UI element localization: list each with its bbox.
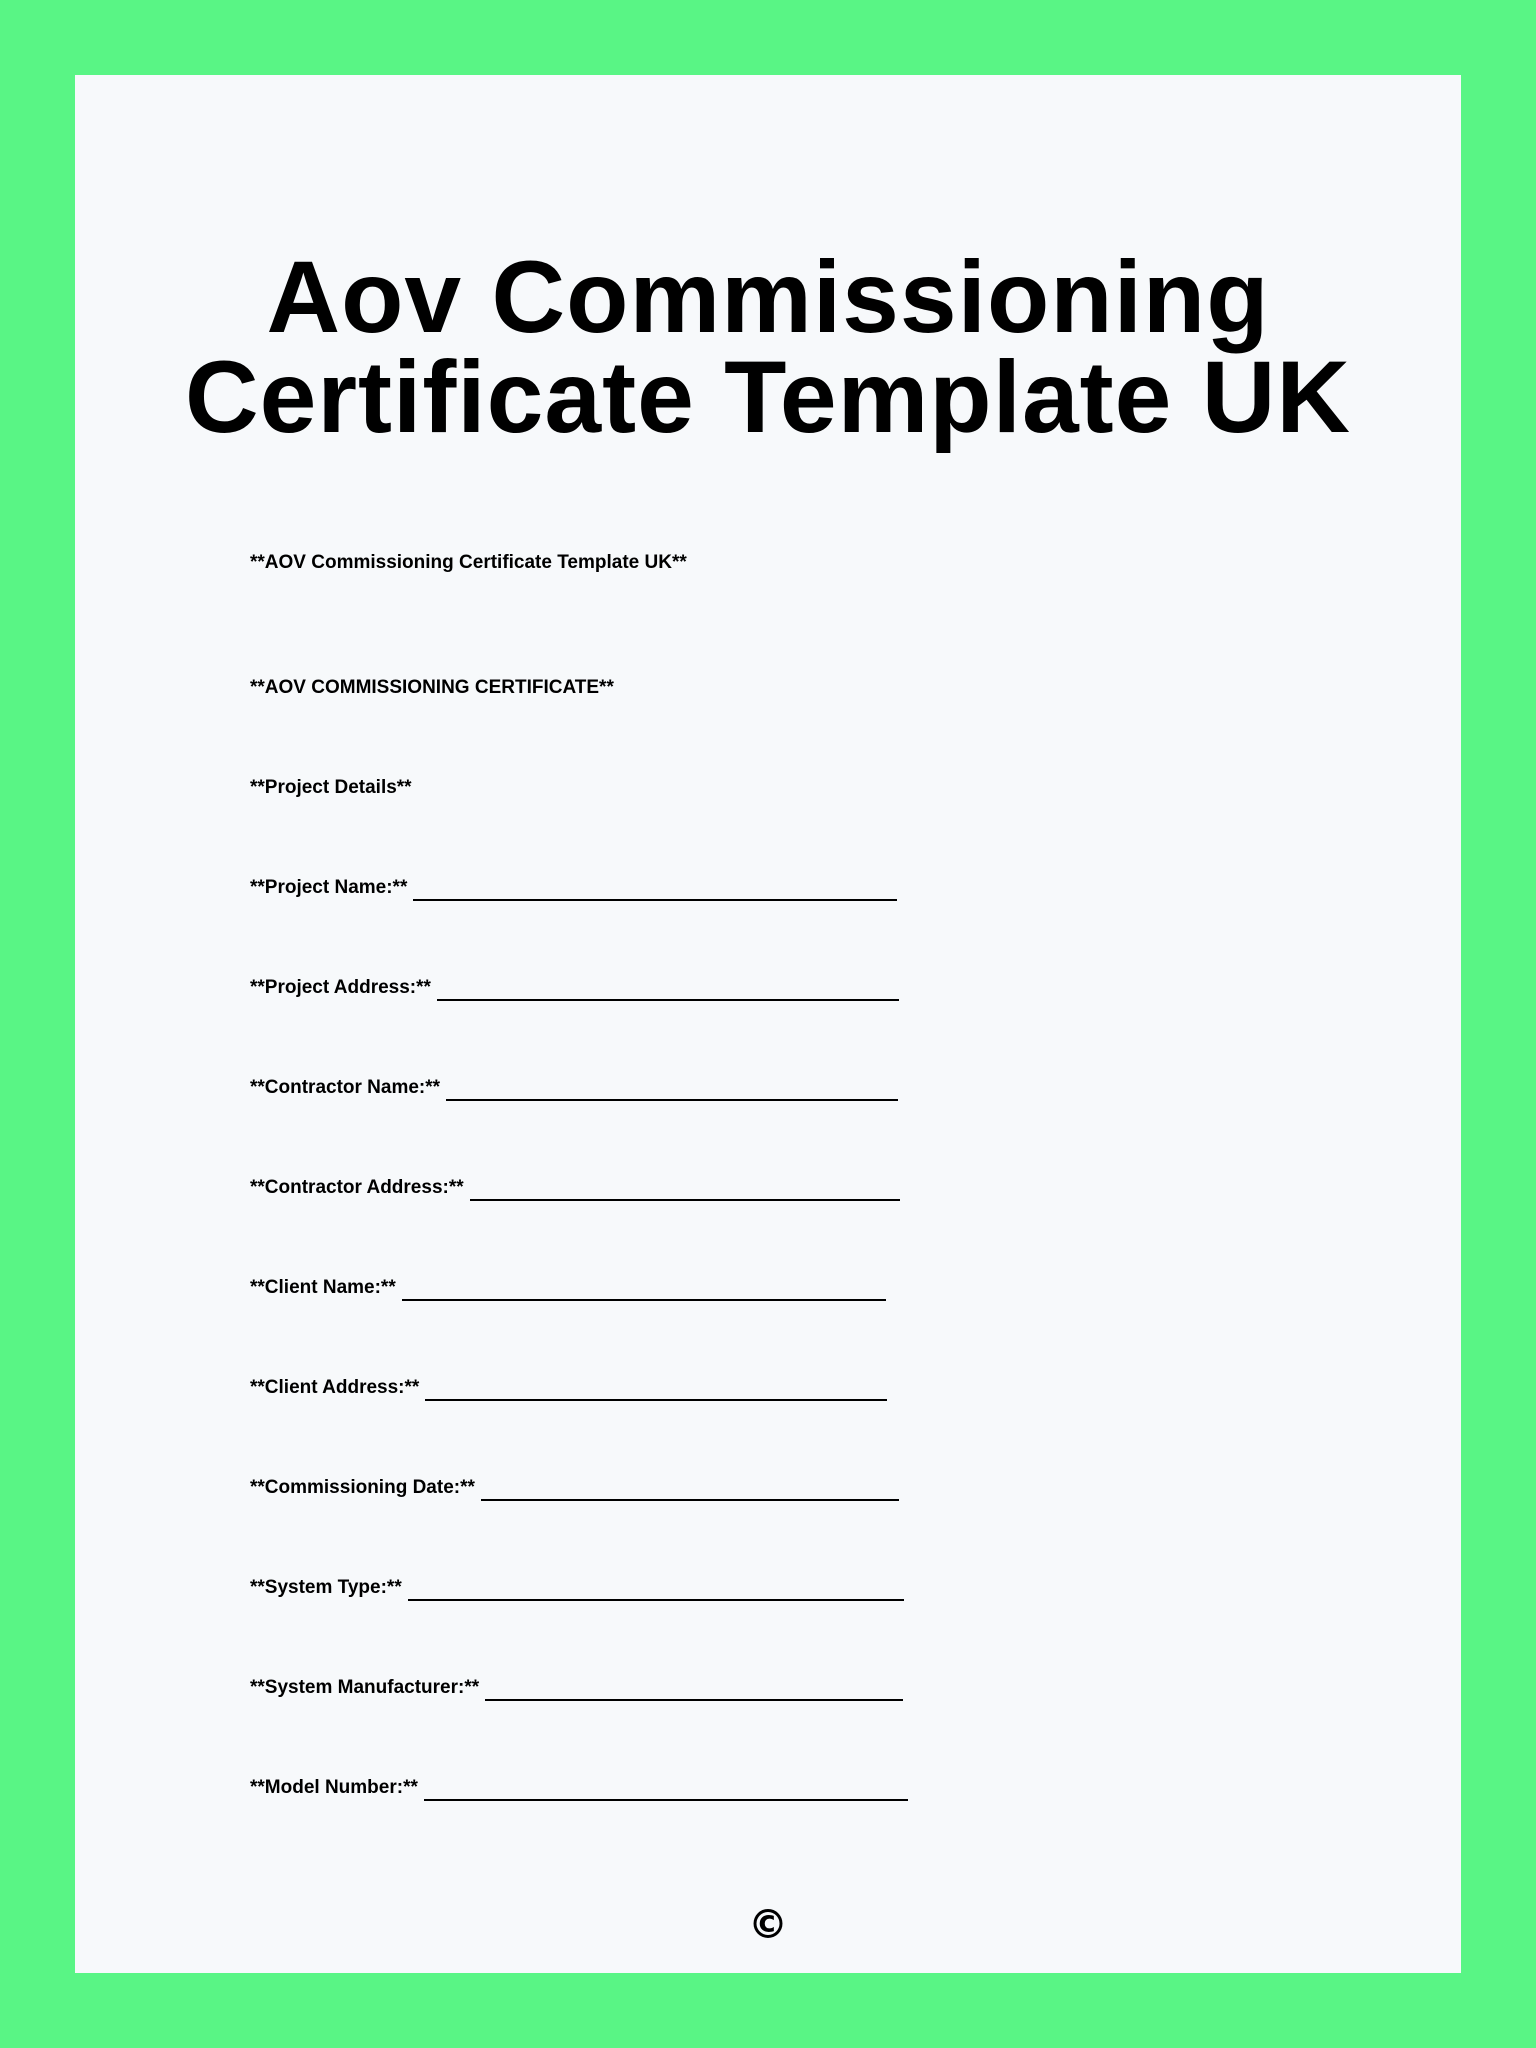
client-name-label: **Client Name:** — [250, 1277, 396, 1298]
client-name-input[interactable] — [402, 1279, 886, 1301]
system-type-input[interactable] — [408, 1579, 904, 1601]
contractor-name-input[interactable] — [446, 1079, 898, 1101]
project-address-label: **Project Address:** — [250, 977, 431, 998]
certificate-heading: **AOV COMMISSIONING CERTIFICATE** — [250, 677, 614, 698]
client-address-input[interactable] — [425, 1379, 887, 1401]
document-title-line-1: Aov Commissioning — [266, 240, 1270, 354]
system-type-label: **System Type:** — [250, 1577, 402, 1598]
contractor-address-label: **Contractor Address:** — [250, 1177, 464, 1198]
system-manufacturer-label: **System Manufacturer:** — [250, 1677, 480, 1698]
system-type-field — [250, 1573, 904, 1599]
commissioning-date-field — [250, 1473, 899, 1499]
commissioning-date-label: **Commissioning Date:** — [250, 1477, 475, 1498]
system-manufacturer-field — [250, 1673, 903, 1699]
contractor-address-field — [250, 1173, 900, 1199]
document-title-line-2: Certificate Template UK — [184, 340, 1352, 454]
document-page — [75, 75, 1461, 1973]
project-name-label: **Project Name:** — [250, 877, 408, 898]
project-name-input[interactable] — [413, 879, 897, 901]
client-address-label: **Client Address:** — [250, 1377, 420, 1398]
document-subtitle: **AOV Commissioning Certificate Template UK** — [250, 552, 687, 573]
project-address-field — [250, 973, 899, 999]
client-name-field — [250, 1273, 886, 1299]
document-title — [75, 240, 1461, 454]
section-heading-project-details: **Project Details** — [250, 777, 412, 798]
system-manufacturer-input[interactable] — [485, 1679, 903, 1701]
contractor-address-input[interactable] — [470, 1179, 900, 1201]
client-address-field — [250, 1373, 887, 1399]
contractor-name-field — [250, 1073, 898, 1099]
copyright-icon: © — [748, 1902, 788, 1948]
project-name-field — [250, 873, 897, 899]
project-address-input[interactable] — [437, 979, 899, 1001]
model-number-input[interactable] — [424, 1779, 908, 1801]
model-number-field — [250, 1773, 908, 1799]
contractor-name-label: **Contractor Name:** — [250, 1077, 441, 1098]
model-number-label: **Model Number:** — [250, 1777, 418, 1798]
commissioning-date-input[interactable] — [481, 1479, 899, 1501]
